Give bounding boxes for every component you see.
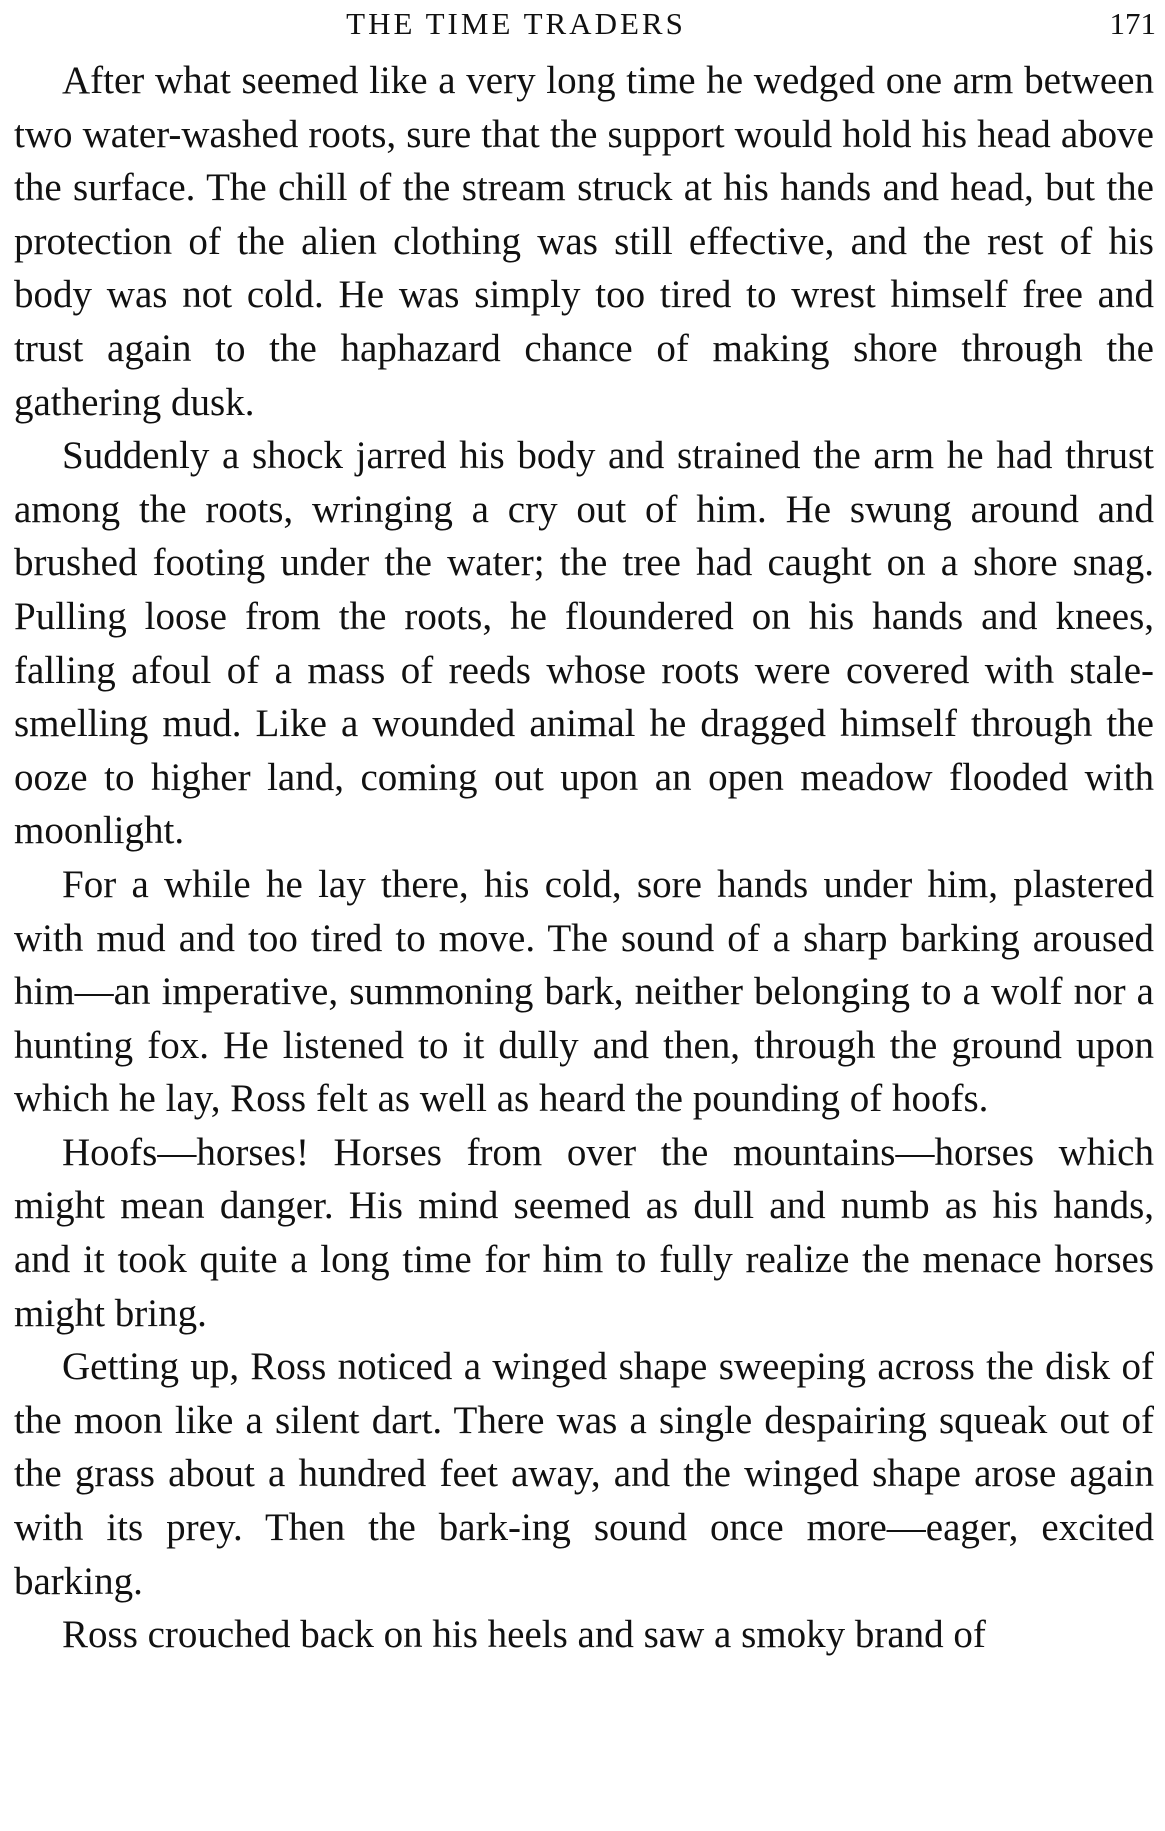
- page-number: 171: [1109, 6, 1156, 41]
- paragraph-5: Getting up, Ross noticed a winged shape sweeping across the disk of the moon like a silent dart. There was a single despairing squeak out of the grass about a hundred feet away, and the winged shape arose again with its prey. Then the bark-ing sound once more—eager, excited barking.: [14, 1345, 1154, 1603]
- paragraph-6: Ross crouched back on his heels and saw a smoky brand of: [62, 1613, 986, 1657]
- paragraph-3: For a while he lay there, his cold, sore hands under him, plastered with mud and too tired to move. The sound of a sharp barking aroused him—an imperative, summoning bark, neither belonging to a wolf nor a hunting fox. He listened to it dully and then, through the ground upon which he lay, Ross felt as well as heard the pounding of hoofs.: [14, 862, 1154, 1121]
- paragraph-4: Hoofs—horses! Horses from over the mountains—horses which might mean danger. His mind seemed as dull and numb as his hands, and it took quite a long time for him to fully realize the menace horses might bring.: [14, 1130, 1154, 1335]
- paragraph-1: After what seemed like a very long time he wedged one arm between two water-washed roots, sure that the support would hold his head above the surface. The chill of the stream struck at his hands and head, but the protection of the alien clothing was still effective, and the rest of his body was not cold. He was simply too tired to wrest himself free and trust again to the haphazard chance of making shore through the gathering dusk.: [14, 59, 1154, 424]
- body-text: [14, 54, 1154, 1662]
- running-title: THE TIME TRADERS: [346, 6, 686, 41]
- running-head: [16, 4, 1156, 44]
- paragraph-2: Suddenly a shock jarred his body and strained the arm he had thrust among the roots, wringing a cry out of him. He swung around and brushed footing under the water; the tree had caught on a shore snag. Pulling loose from the roots, he floundered on his hands and knees, falling afoul of a mass of reeds whose roots were covered with stale-smelling mud. Like a wounded animal he dragged himself through the ooze to higher land, coming out upon an open meadow flooded with moonlight.: [14, 434, 1154, 853]
